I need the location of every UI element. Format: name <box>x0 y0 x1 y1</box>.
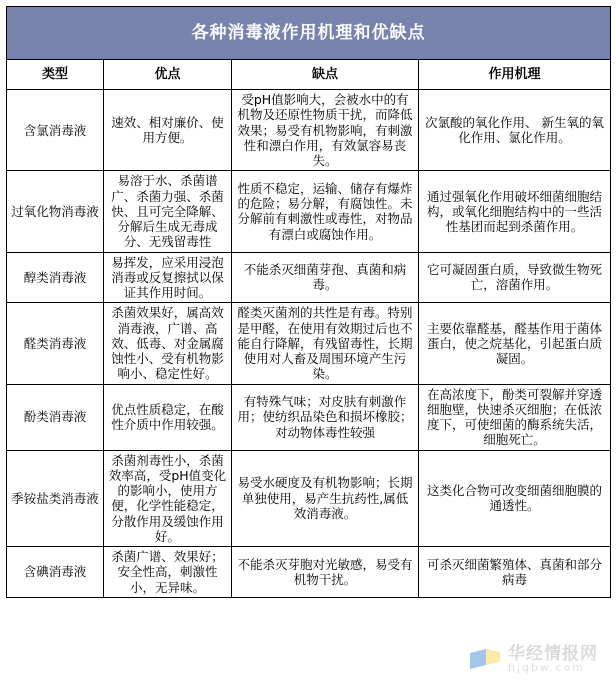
table-row <box>7 303 611 384</box>
cell-mechanism: 这类化合物可改变细菌细胞膜的通透性。 <box>419 450 611 547</box>
table-row <box>7 90 611 171</box>
cell-mechanism: 可杀灭细菌繁殖体、真菌和部分病毒 <box>419 547 611 598</box>
cell-mechanism: 通过强氧化作用破坏细菌细胞结构，或氧化细胞结构中的一些活性基团而起到杀菌作用。 <box>419 171 611 252</box>
table-title: 各种消毒液作用机理和优缺点 <box>7 7 611 60</box>
cell-cons: 受pH值影响大，会被水中的有机物及还原性物质干扰，而降低效果；易受有机物影响，有刺激性和漂白作用，有效氯容易丧失。 <box>232 90 419 171</box>
table-row <box>7 252 611 303</box>
table-container <box>6 6 610 689</box>
column-header-mechanism: 作用机理 <box>419 60 611 90</box>
watermark-brand: 华经情报网 <box>508 644 598 664</box>
cell-pros: 杀菌广谱、效果好；安全性高，刺激性小，无异味。 <box>104 547 232 598</box>
disinfectant-comparison-table <box>6 6 611 598</box>
table-title-row <box>7 7 611 60</box>
cell-type: 季铵盐类消毒液 <box>7 450 104 547</box>
cell-cons: 不能杀灭细菌芽孢、真菌和病毒。 <box>232 252 419 303</box>
cell-pros: 杀菌效果好，属高效消毒液，广谱、高效、低毒、对金属腐蚀性小、受有机物影响小、稳定性好。 <box>104 303 232 384</box>
table-row <box>7 384 611 450</box>
table-row <box>7 171 611 252</box>
cell-pros: 速效、相对廉价、使用方便。 <box>104 90 232 171</box>
cell-mechanism: 在高浓度下，酚类可裂解并穿透细胞壁，快速杀灭细胞；在低浓度下，可使细菌的酶系统失活，细胞死亡。 <box>419 384 611 450</box>
cell-pros: 易挥发，应采用浸泡消毒或反复擦拭以保证其作用时间。 <box>104 252 232 303</box>
table-row <box>7 547 611 598</box>
cell-mechanism: 它可凝固蛋白质，导致微生物死亡，溶菌作用。 <box>419 252 611 303</box>
watermark-domain: hjqbw.com <box>508 661 585 674</box>
cell-cons: 有特殊气味；对皮肤有刺激作用；使纺织品染色和损坏橡胶；对动物体毒性较强 <box>232 384 419 450</box>
table-header-row <box>7 60 611 90</box>
column-header-pros: 优点 <box>104 60 232 90</box>
cell-type: 酚类消毒液 <box>7 384 104 450</box>
column-header-type: 类型 <box>7 60 104 90</box>
cell-type: 含氯消毒液 <box>7 90 104 171</box>
cell-type: 醇类消毒液 <box>7 252 104 303</box>
cell-type: 醛类消毒液 <box>7 303 104 384</box>
cell-pros: 杀菌剂毒性小，杀菌效率高，受pH值变化的影响小，使用方便，化学性能稳定，分散作用及缓蚀作用好。 <box>104 450 232 547</box>
cell-type: 含碘消毒液 <box>7 547 104 598</box>
cell-cons: 易受水硬度及有机物影响；长期单独使用，易产生抗药性,属低效消毒液。 <box>232 450 419 547</box>
table-row <box>7 450 611 547</box>
column-header-cons: 缺点 <box>232 60 419 90</box>
cell-pros: 易溶于水、杀菌谱广、杀菌力强、杀菌快、且可完全降解、分解后生成无毒成分、无残留毒性 <box>104 171 232 252</box>
cell-cons: 不能杀灭芽胞对光敏感，易受有机物干扰。 <box>232 547 419 598</box>
cell-cons: 性质不稳定，运输、储存有爆炸的危险；易分解，有腐蚀性。未分解前有刺激性或毒性，对物品有漂白或腐蚀作用。 <box>232 171 419 252</box>
cell-type: 过氧化物消毒液 <box>7 171 104 252</box>
cell-mechanism: 次氯酸的氧化作用、 新生氧的氧化作用、氯化作用。 <box>419 90 611 171</box>
cell-cons: 醛类灭菌剂的共性是有毒。特别是甲醛，在使用有效期过后也不能自行降解，有残留毒性，长期使用对人畜及周围环境产生污染。 <box>232 303 419 384</box>
cell-mechanism: 主要依靠醛基，醛基作用于菌体蛋白，使之烷基化，引起蛋白质凝固。 <box>419 303 611 384</box>
cell-pros: 优点性质稳定，在酸性介质中作用较强。 <box>104 384 232 450</box>
